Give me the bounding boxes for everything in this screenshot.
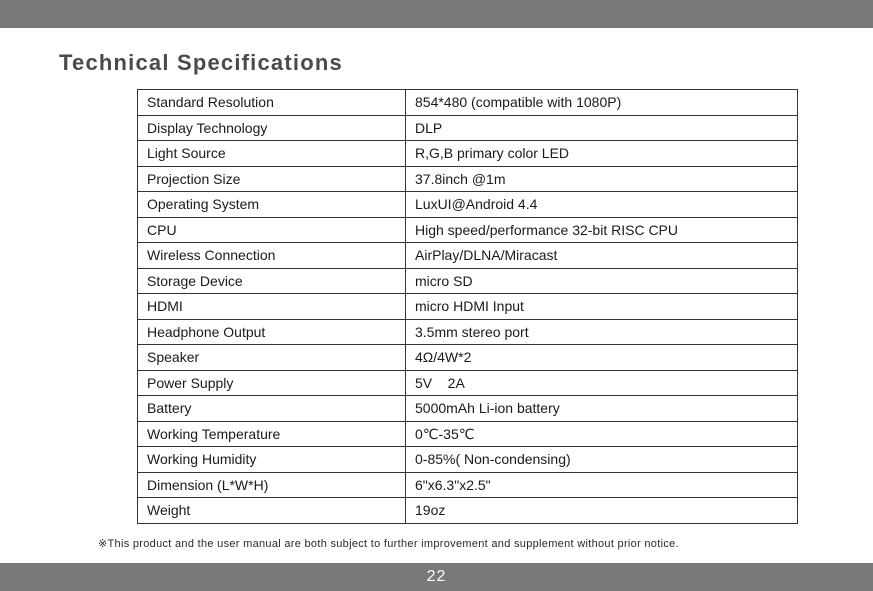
- spec-label: Speaker: [138, 345, 406, 371]
- page-number: 22: [426, 568, 447, 585]
- spec-value: 19oz: [406, 498, 798, 524]
- footer-band: [0, 563, 873, 591]
- spec-table-body: [138, 90, 798, 524]
- spec-value: 3.5mm stereo port: [406, 319, 798, 345]
- spec-row: [138, 90, 798, 116]
- spec-value: 854*480 (compatible with 1080P): [406, 90, 798, 116]
- spec-label: Working Humidity: [138, 447, 406, 473]
- spec-row: [138, 345, 798, 371]
- spec-value: 0-85%( Non-condensing): [406, 447, 798, 473]
- footnote: ※This product and the user manual are both subject to further improvement and supplement without prior notice.: [98, 538, 679, 550]
- spec-row: [138, 192, 798, 218]
- spec-label: Wireless Connection: [138, 243, 406, 269]
- spec-row: [138, 141, 798, 167]
- spec-row: [138, 370, 798, 396]
- spec-label: Working Temperature: [138, 421, 406, 447]
- spec-value: 5V 2A: [406, 370, 798, 396]
- spec-row: [138, 268, 798, 294]
- spec-value: 4Ω/4W*2: [406, 345, 798, 371]
- spec-row: [138, 447, 798, 473]
- spec-row: [138, 396, 798, 422]
- spec-value: micro HDMI Input: [406, 294, 798, 320]
- spec-label: Projection Size: [138, 166, 406, 192]
- header-band: [0, 0, 873, 28]
- spec-row: [138, 115, 798, 141]
- spec-row: [138, 166, 798, 192]
- spec-value: AirPlay/DLNA/Miracast: [406, 243, 798, 269]
- spec-row: [138, 243, 798, 269]
- spec-label: Headphone Output: [138, 319, 406, 345]
- spec-row: [138, 498, 798, 524]
- spec-label: Battery: [138, 396, 406, 422]
- spec-label: Power Supply: [138, 370, 406, 396]
- spec-row: [138, 294, 798, 320]
- spec-label: CPU: [138, 217, 406, 243]
- spec-value: micro SD: [406, 268, 798, 294]
- spec-label: Operating System: [138, 192, 406, 218]
- spec-value: 5000mAh Li-ion battery: [406, 396, 798, 422]
- spec-label: HDMI: [138, 294, 406, 320]
- spec-label: Storage Device: [138, 268, 406, 294]
- spec-value: 37.8inch @1m: [406, 166, 798, 192]
- spec-label: Display Technology: [138, 115, 406, 141]
- spec-value: High speed/performance 32-bit RISC CPU: [406, 217, 798, 243]
- spec-value: 6"x6.3"x2.5": [406, 472, 798, 498]
- spec-row: [138, 319, 798, 345]
- spec-value: 0℃-35℃: [406, 421, 798, 447]
- spec-value: R,G,B primary color LED: [406, 141, 798, 167]
- spec-label: Standard Resolution: [138, 90, 406, 116]
- spec-row: [138, 217, 798, 243]
- spec-label: Dimension (L*W*H): [138, 472, 406, 498]
- spec-label: Light Source: [138, 141, 406, 167]
- spec-table: [137, 89, 798, 524]
- spec-value: DLP: [406, 115, 798, 141]
- spec-row: [138, 472, 798, 498]
- spec-row: [138, 421, 798, 447]
- spec-label: Weight: [138, 498, 406, 524]
- page-title: Technical Specifications: [59, 50, 343, 75]
- spec-value: LuxUI@Android 4.4: [406, 192, 798, 218]
